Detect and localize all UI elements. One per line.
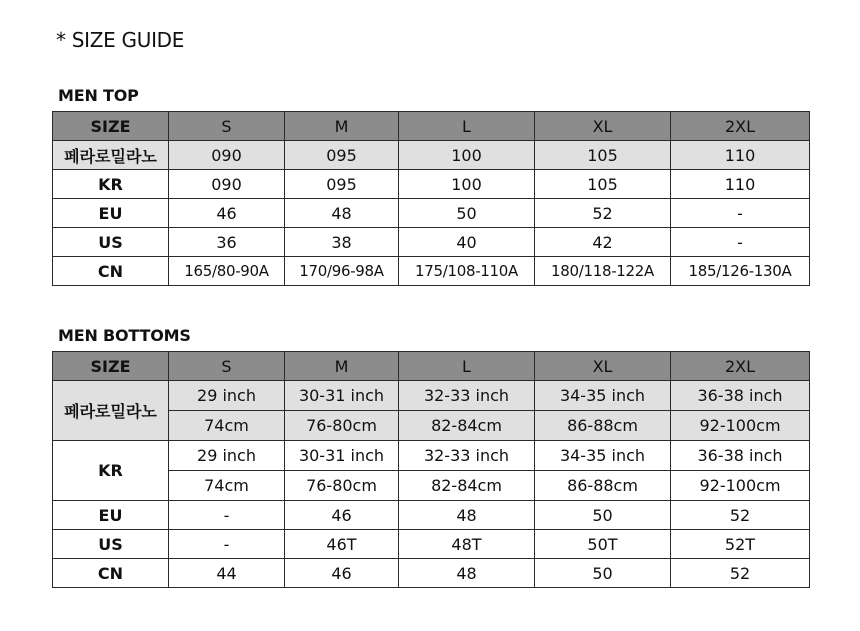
men-bottoms-table	[52, 351, 810, 588]
table-cell: 36-38 inch	[671, 381, 810, 411]
header-cell: M	[285, 112, 399, 141]
row-label: EU	[53, 199, 169, 228]
table-cell: 105	[535, 170, 671, 199]
table-cell: 48	[285, 199, 399, 228]
header-cell: S	[169, 352, 285, 381]
header-row	[53, 112, 810, 141]
header-cell: 2XL	[671, 352, 810, 381]
table-row	[53, 199, 810, 228]
row-label: CN	[53, 257, 169, 286]
table-cell: 100	[399, 141, 535, 170]
table-cell: 82-84cm	[399, 471, 535, 501]
table-cell: 74cm	[169, 411, 285, 441]
header-cell: XL	[535, 112, 671, 141]
table-cell: 36-38 inch	[671, 441, 810, 471]
table-cell: 29 inch	[169, 441, 285, 471]
table-cell: 52	[671, 559, 810, 588]
table-cell: 76-80cm	[285, 471, 399, 501]
row-label: CN	[53, 559, 169, 588]
table-cell: 29 inch	[169, 381, 285, 411]
table-cell: 44	[169, 559, 285, 588]
table-cell: 76-80cm	[285, 411, 399, 441]
table-cell: -	[169, 501, 285, 530]
row-label: KR	[53, 441, 169, 501]
table-cell: 090	[169, 170, 285, 199]
table-cell: 48	[399, 559, 535, 588]
table-row	[53, 381, 810, 411]
table-row	[53, 141, 810, 170]
header-cell: XL	[535, 352, 671, 381]
men-top-title: MEN TOP	[58, 86, 139, 105]
header-cell: S	[169, 112, 285, 141]
table-cell: 48	[399, 501, 535, 530]
header-cell: L	[399, 352, 535, 381]
table-cell: 92-100cm	[671, 471, 810, 501]
table-cell: 095	[285, 141, 399, 170]
table-cell: 105	[535, 141, 671, 170]
table-cell: -	[671, 228, 810, 257]
table-cell: 46	[285, 559, 399, 588]
table-cell: 46	[169, 199, 285, 228]
table-cell: 185/126-130A	[671, 257, 810, 286]
header-cell: SIZE	[53, 112, 169, 141]
table-row	[53, 501, 810, 530]
table-cell: 52	[535, 199, 671, 228]
table-cell: 090	[169, 141, 285, 170]
row-label: US	[53, 530, 169, 559]
header-cell: M	[285, 352, 399, 381]
header-cell: 2XL	[671, 112, 810, 141]
table-cell: 40	[399, 228, 535, 257]
table-cell: 42	[535, 228, 671, 257]
table-cell: -	[671, 199, 810, 228]
table-cell: 82-84cm	[399, 411, 535, 441]
table-cell: 86-88cm	[535, 471, 671, 501]
header-cell: L	[399, 112, 535, 141]
table-row	[53, 441, 810, 471]
table-cell: 34-35 inch	[535, 381, 671, 411]
table-cell: 30-31 inch	[285, 441, 399, 471]
row-label: EU	[53, 501, 169, 530]
table-row	[53, 257, 810, 286]
table-cell: 110	[671, 170, 810, 199]
table-row	[53, 170, 810, 199]
table-row	[53, 530, 810, 559]
table-cell: 92-100cm	[671, 411, 810, 441]
table-cell: 32-33 inch	[399, 381, 535, 411]
table-cell: 86-88cm	[535, 411, 671, 441]
row-label: 페라로밀라노	[53, 381, 169, 441]
men-bottoms-title: MEN BOTTOMS	[58, 326, 191, 345]
row-label: US	[53, 228, 169, 257]
table-cell: 50	[399, 199, 535, 228]
table-cell: 48T	[399, 530, 535, 559]
table-cell: 100	[399, 170, 535, 199]
table-row	[53, 559, 810, 588]
header-row	[53, 352, 810, 381]
table-cell: 38	[285, 228, 399, 257]
men-top-table	[52, 111, 810, 286]
table-cell: 52	[671, 501, 810, 530]
table-cell: -	[169, 530, 285, 559]
table-cell: 32-33 inch	[399, 441, 535, 471]
table-cell: 30-31 inch	[285, 381, 399, 411]
table-cell: 46	[285, 501, 399, 530]
table-cell: 50T	[535, 530, 671, 559]
table-cell: 52T	[671, 530, 810, 559]
table-cell: 110	[671, 141, 810, 170]
table-cell: 34-35 inch	[535, 441, 671, 471]
table-cell: 095	[285, 170, 399, 199]
table-cell: 74cm	[169, 471, 285, 501]
table-cell: 36	[169, 228, 285, 257]
table-cell: 170/96-98A	[285, 257, 399, 286]
header-cell: SIZE	[53, 352, 169, 381]
table-cell: 175/108-110A	[399, 257, 535, 286]
table-cell: 165/80-90A	[169, 257, 285, 286]
table-cell: 46T	[285, 530, 399, 559]
table-cell: 50	[535, 501, 671, 530]
row-label: KR	[53, 170, 169, 199]
table-cell: 50	[535, 559, 671, 588]
page-title: * SIZE GUIDE	[56, 28, 185, 52]
table-row	[53, 228, 810, 257]
table-cell: 180/118-122A	[535, 257, 671, 286]
row-label: 페라로밀라노	[53, 141, 169, 170]
